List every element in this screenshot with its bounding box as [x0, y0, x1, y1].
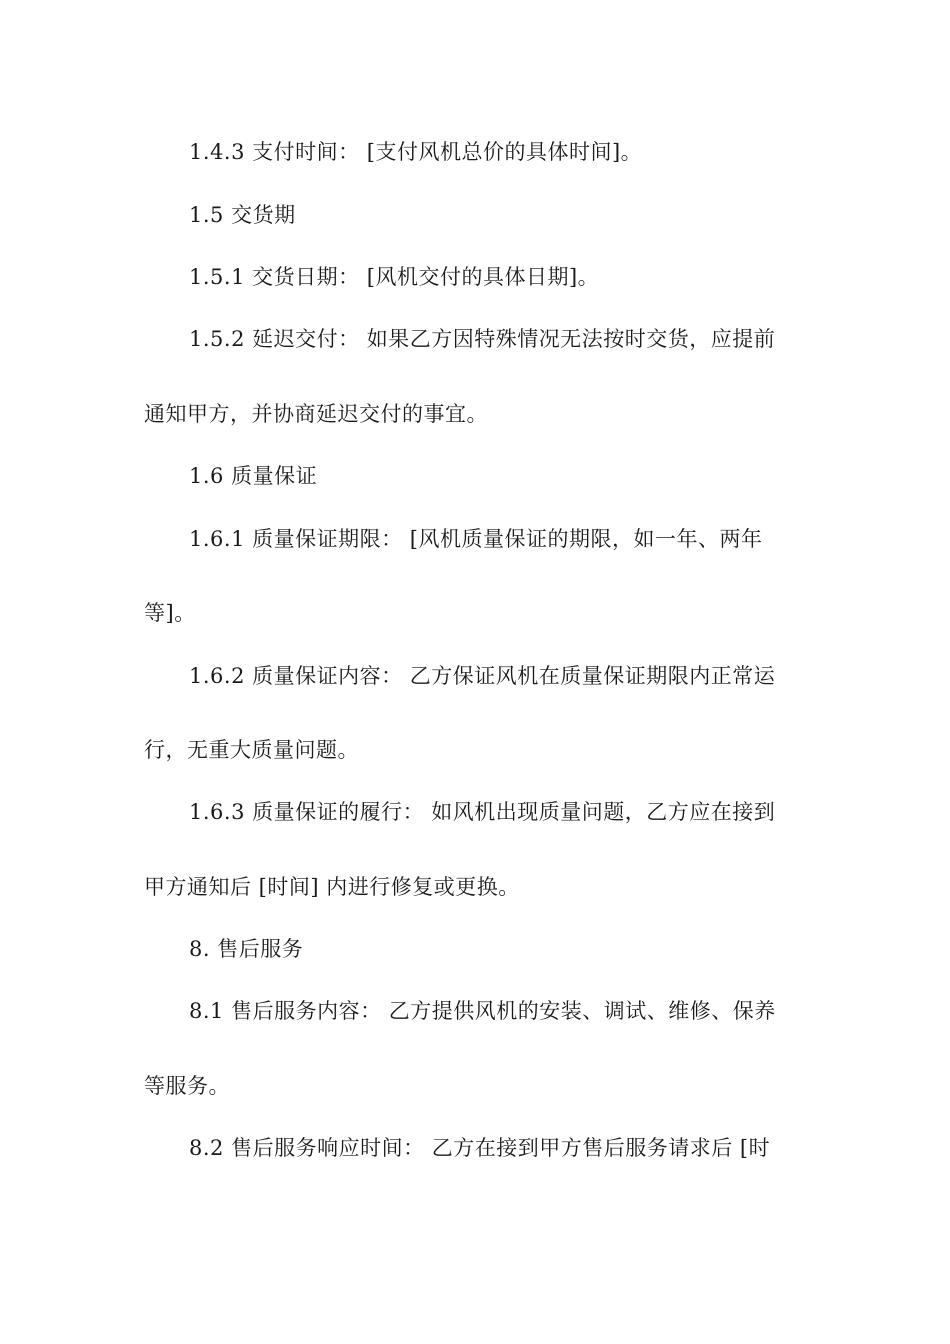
clause-1-6-2: 1.6.2 质量保证内容： 乙方保证风机在质量保证期限内正常运 — [189, 664, 776, 688]
clause-1-5-2-continued: 通知甲方，并协商延迟交付的事宜。 — [144, 402, 488, 426]
clause-1-6-3-continued: 甲方通知后 [时间] 内进行修复或更换。 — [144, 875, 520, 899]
clause-1-5-2: 1.5.2 延迟交付： 如果乙方因特殊情况无法按时交货，应提前 — [189, 327, 776, 351]
clause-1-6-1-continued: 等]。 — [144, 601, 196, 625]
clause-8-2: 8.2 售后服务响应时间： 乙方在接到甲方售后服务请求后 [时 — [189, 1136, 771, 1160]
clause-1-4-3: 1.4.3 支付时间： [支付风机总价的具体时间]。 — [189, 140, 643, 164]
clause-1-6-1: 1.6.1 质量保证期限： [风机质量保证的期限，如一年、两年 — [189, 527, 763, 551]
clause-1-6-2-continued: 行，无重大质量问题。 — [144, 738, 359, 762]
heading-1-5: 1.5 交货期 — [189, 203, 296, 227]
clause-1-5-1: 1.5.1 交货日期： [风机交付的具体日期]。 — [189, 265, 600, 289]
heading-1-6: 1.6 质量保证 — [189, 464, 318, 488]
heading-8: 8. 售后服务 — [189, 937, 304, 961]
clause-8-1-continued: 等服务。 — [144, 1074, 230, 1098]
clause-8-1: 8.1 售后服务内容： 乙方提供风机的安装、调试、维修、保养 — [189, 999, 776, 1023]
clause-1-6-3: 1.6.3 质量保证的履行： 如风机出现质量问题，乙方应在接到 — [189, 800, 776, 824]
